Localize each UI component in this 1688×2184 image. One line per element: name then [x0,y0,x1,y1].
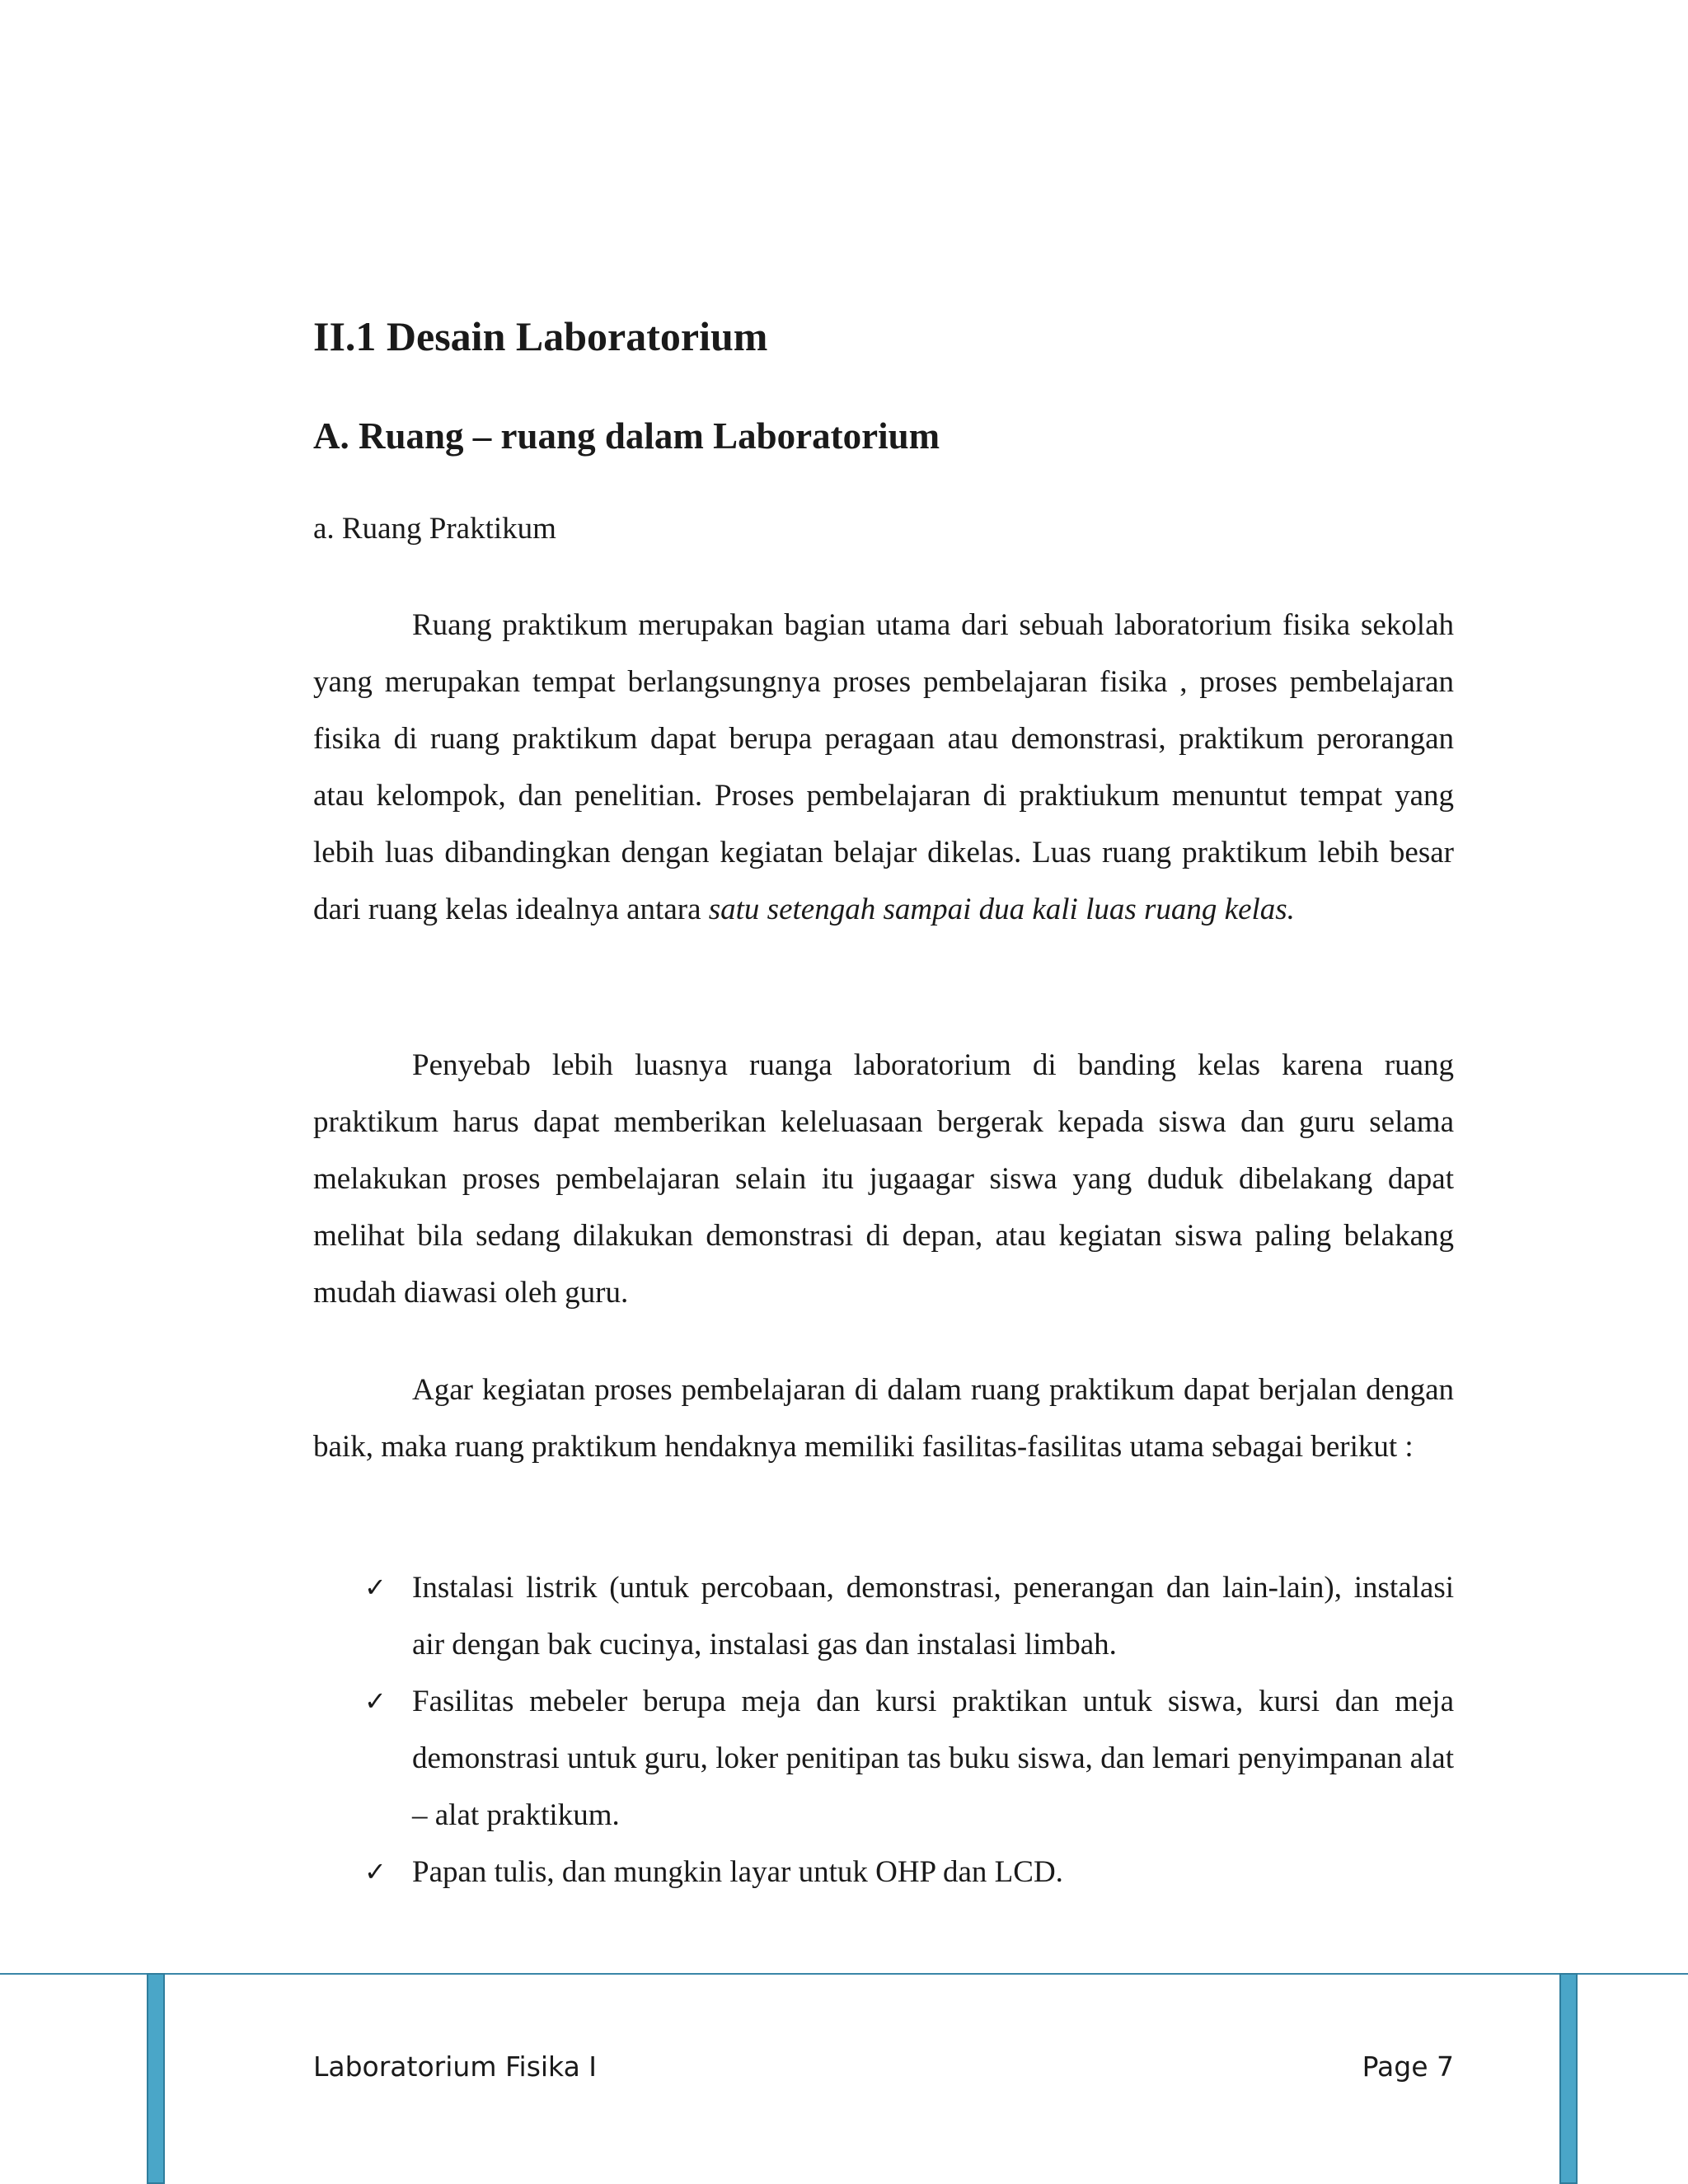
paragraph [313,1361,1454,1475]
paragraph [313,597,1454,938]
footer-accent-bar-left [147,1973,165,2184]
paragraph-italic-text: satu setengah sampai dua kali luas ruang kelas. [708,893,1295,926]
footer-accent-bar-right [1559,1973,1578,2184]
footer-document-title: Laboratorium Fisika I [313,2050,598,2083]
paragraph-text: Agar kegiatan proses pembelajaran di dalam ruang praktikum dapat berjalan dengan baik, maka ruang praktikum hendaknya memiliki fasilitas-fasilitas utama sebagai berikut : [313,1373,1454,1464]
subheading: a. Ruang Praktikum [313,512,556,546]
list-item [313,1844,1454,1900]
list-item-text: Instalasi listrik (untuk percobaan, demonstrasi, penerangan dan lain-lain), instalasi air dengan bak cucinya, instalasi gas dan instalasi limbah. [412,1571,1454,1661]
list-item-text: Fasilitas mebeler berupa meja dan kursi praktikan untuk siswa, kursi dan meja demonstrasi untuk guru, loker penitipan tas buku siswa, dan lemari penyimpanan alat – alat praktikum. [412,1685,1454,1832]
paragraph-text: Penyebab lebih luasnya ruanga laboratorium di banding kelas karena ruang praktikum harus dapat memberikan keleluasaan bergerak kepada siswa dan guru selama melakukan proses pembelajaran selain itu jugaagar siswa yang duduk dibelakang dapat melihat bila sedang dilakukan demonstrasi di depan, atau kegiatan siswa paling belakang mudah diawasi oleh guru. [313,1048,1454,1310]
checkmark-icon: ✓ [364,1685,387,1717]
list-item-text: Papan tulis, dan mungkin layar untuk OHP dan LCD. [412,1855,1063,1889]
list-item [313,1559,1454,1673]
checkmark-icon: ✓ [364,1572,387,1603]
subsection-title: A. Ruang – ruang dalam Laboratorium [313,415,940,457]
section-title: II.1 Desain Laboratorium [313,313,768,359]
footer-page-number: Page 7 [1362,2050,1454,2083]
checkmark-icon: ✓ [364,1856,387,1887]
paragraph-text: Ruang praktikum merupakan bagian utama dari sebuah laboratorium fisika sekolah yang merupakan tempat berlangsungnya proses pembelajaran fisika , proses pembelajaran fisika di ruang praktikum dapat berupa peragaan atau demonstrasi, praktikum perorangan atau kelompok, dan penelitian. Proses pembelajaran di praktiukum menuntut tempat yang lebih luas dibandingkan dengan kegiatan belajar dikelas. Luas ruang praktikum lebih besar dari ruang kelas idealnya antara [313,608,1454,926]
facility-checklist [313,1559,1454,1900]
paragraph [313,1037,1454,1321]
list-item [313,1673,1454,1844]
footer-divider [0,1973,1688,1975]
